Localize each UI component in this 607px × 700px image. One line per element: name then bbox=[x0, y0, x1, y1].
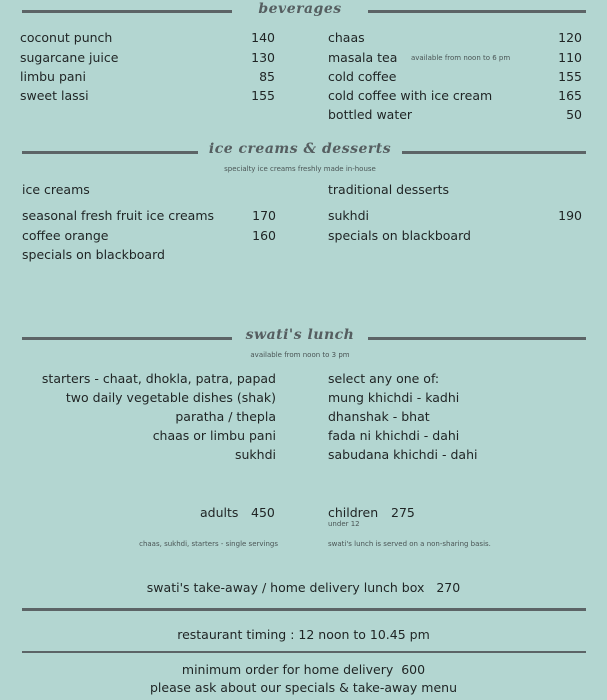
menu-item-name: masala tea bbox=[328, 50, 398, 65]
lunch-item: two daily vegetable dishes (shak) bbox=[65, 390, 276, 405]
lunch-rule-right bbox=[368, 337, 586, 340]
takeaway-price: 270 bbox=[436, 580, 461, 595]
minimum-order: minimum order for home delivery 600 bbox=[181, 662, 426, 677]
beverages-rule-left bbox=[22, 10, 232, 13]
menu-item-price: 85 bbox=[259, 69, 275, 84]
desserts-subtitle: specialty ice creams freshly made in-house bbox=[224, 165, 376, 173]
lunch-right-note: swati's lunch is served on a non-sharing basis. bbox=[328, 540, 491, 548]
takeaway-label: swati's take-away / home delivery lunch box bbox=[146, 580, 425, 595]
menu-item-price: 170 bbox=[252, 208, 276, 223]
menu-item-name: sukhdi bbox=[328, 208, 370, 223]
desserts-rule-left bbox=[22, 151, 198, 154]
menu-item-price: 50 bbox=[566, 107, 582, 122]
menu-item-name: seasonal fresh fruit ice creams bbox=[22, 208, 215, 223]
lunch-subtitle: available from noon to 3 pm bbox=[250, 351, 350, 359]
footer-rule-thin bbox=[22, 651, 586, 653]
desserts-rule-right bbox=[402, 151, 586, 154]
lunch-choice-heading: select any one of: bbox=[328, 371, 440, 386]
lunch-item: chaas or limbu pani bbox=[152, 428, 276, 443]
menu-item-note: available from noon to 6 pm bbox=[411, 54, 511, 62]
lunch-choice: fada ni khichdi - dahi bbox=[328, 428, 460, 443]
menu-item-price: 110 bbox=[558, 50, 582, 65]
menu-item-price: 130 bbox=[251, 50, 275, 65]
menu-item-name: specials on blackboard bbox=[328, 228, 471, 243]
menu-item-name: coconut punch bbox=[20, 30, 113, 45]
desserts-heading: ice creams & desserts bbox=[208, 141, 392, 157]
menu-item-price: 190 bbox=[558, 208, 582, 223]
menu-item-name: sugarcane juice bbox=[20, 50, 119, 65]
menu-item-price: 120 bbox=[558, 30, 582, 45]
menu-item-price: 155 bbox=[558, 69, 582, 84]
lunch-choice: sabudana khichdi - dahi bbox=[328, 447, 478, 462]
menu-item-name: bottled water bbox=[328, 107, 413, 122]
menu-item-name: specials on blackboard bbox=[22, 247, 165, 262]
menu-item-price: 140 bbox=[251, 30, 275, 45]
menu-item-name: coffee orange bbox=[22, 228, 109, 243]
lunch-item: starters - chaat, dhokla, patra, papad bbox=[41, 371, 276, 386]
adults-price: 450 bbox=[251, 505, 275, 520]
lunch-choice: mung khichdi - kadhi bbox=[328, 390, 460, 405]
restaurant-timing: restaurant timing : 12 noon to 10.45 pm bbox=[177, 627, 430, 642]
menu-item-name: cold coffee with ice cream bbox=[328, 88, 493, 103]
footer-rule bbox=[22, 608, 586, 611]
lunch-choice: dhanshak - bhat bbox=[328, 409, 430, 424]
lunch-left-note: chaas, sukhdi, starters - single servings bbox=[139, 540, 278, 548]
lunch-item: paratha / thepla bbox=[175, 409, 276, 424]
adults-label: adults bbox=[200, 505, 239, 520]
traditional-desserts-heading: traditional desserts bbox=[328, 182, 450, 197]
menu-item-price: 155 bbox=[251, 88, 275, 103]
menu-item-name: sweet lassi bbox=[20, 88, 89, 103]
children-note: under 12 bbox=[328, 520, 360, 528]
specials-note: please ask about our specials & take-away menu bbox=[149, 680, 458, 695]
lunch-item: sukhdi bbox=[234, 447, 276, 462]
menu-item-name: limbu pani bbox=[20, 69, 86, 84]
children-price: 275 bbox=[391, 505, 415, 520]
children-label: children bbox=[328, 505, 379, 520]
lunch-heading: swati's lunch bbox=[245, 327, 355, 343]
menu-item-price: 160 bbox=[252, 228, 276, 243]
menu-item-name: cold coffee bbox=[328, 69, 397, 84]
ice-creams-heading: ice creams bbox=[22, 182, 90, 197]
menu-item-price: 165 bbox=[558, 88, 582, 103]
beverages-rule-right bbox=[368, 10, 586, 13]
beverages-heading: beverages bbox=[258, 1, 342, 17]
menu-item-name: chaas bbox=[328, 30, 365, 45]
lunch-rule-left bbox=[22, 337, 232, 340]
takeaway-line bbox=[0, 580, 607, 595]
